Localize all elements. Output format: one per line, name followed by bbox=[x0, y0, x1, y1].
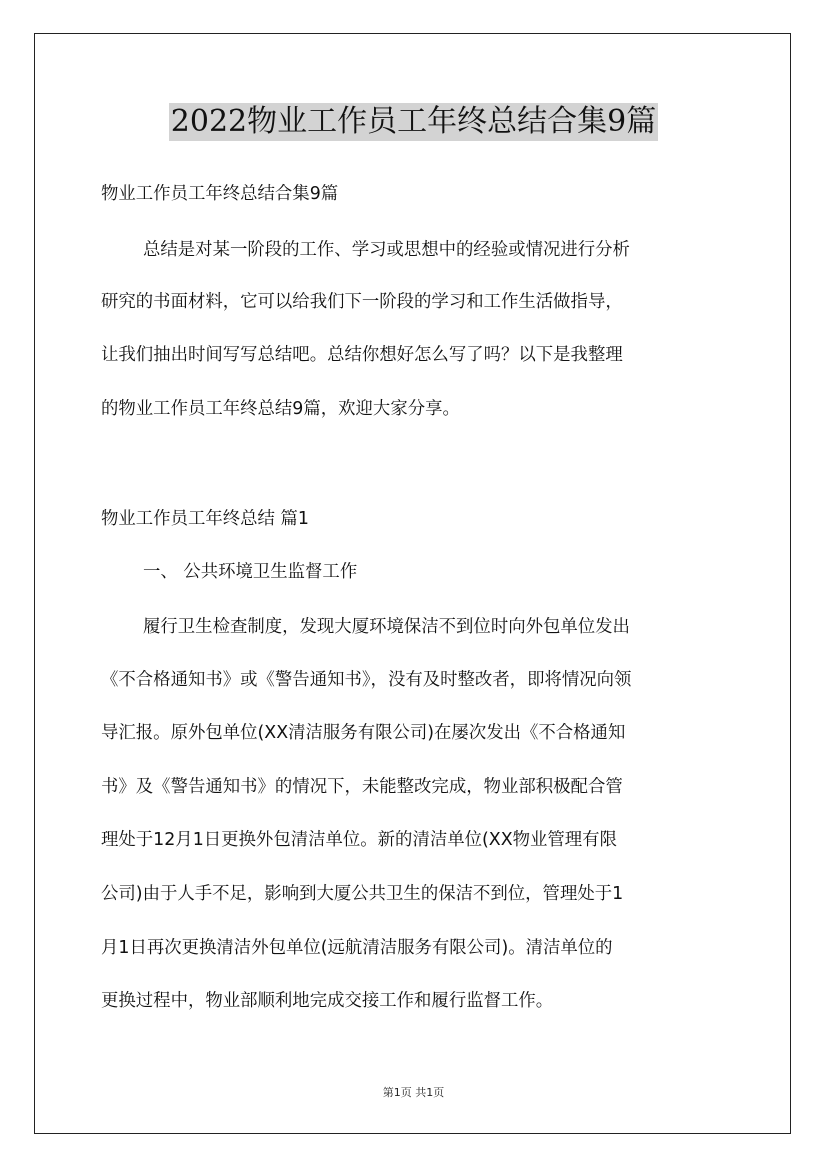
paragraph-line-4: 书》及《警告通知书》的情况下，未能整改完成，物业部积极配合管 bbox=[101, 777, 623, 797]
subsection-heading: 一、 公共环境卫生监督工作 bbox=[143, 562, 358, 582]
paragraph-line-7: 月1日再次更换清洁外包单位(远航清洁服务有限公司)。清洁单位的 bbox=[101, 938, 613, 958]
intro-line-3: 让我们抽出时间写写总结吧。总结你想好怎么写了吗？以下是我整理 bbox=[101, 345, 623, 365]
document-subtitle: 物业工作员工年终总结合集9篇 bbox=[101, 184, 339, 204]
intro-line-1: 总结是对某一阶段的工作、学习或思想中的经验或情况进行分析 bbox=[143, 240, 630, 260]
paragraph-line-6: 公司)由于人手不足，影响到大厦公共卫生的保洁不到位，管理处于1 bbox=[101, 884, 624, 904]
intro-line-2: 研究的书面材料，它可以给我们下一阶段的学习和工作生活做指导， bbox=[101, 292, 623, 312]
document-title bbox=[0, 103, 827, 141]
paragraph-line-2: 《不合格通知书》或《警告通知书》，没有及时整改者，即将情况向领 bbox=[101, 670, 632, 690]
section-heading: 物业工作员工年终总结 篇1 bbox=[101, 509, 309, 529]
paragraph-line-1: 履行卫生检查制度，发现大厦环境保洁不到位时向外包单位发出 bbox=[143, 617, 630, 637]
intro-line-4: 的物业工作员工年终总结9篇，欢迎大家分享。 bbox=[101, 399, 460, 419]
paragraph-line-3: 导汇报。原外包单位(XX清洁服务有限公司)在屡次发出《不合格通知 bbox=[101, 723, 626, 743]
paragraph-line-8: 更换过程中，物业部顺利地完成交接工作和履行监督工作。 bbox=[101, 991, 554, 1011]
page-footer: 第1页 共1页 bbox=[382, 1086, 445, 1099]
paragraph-line-5: 理处于12月1日更换外包清洁单位。新的清洁单位(XX物业管理有限 bbox=[101, 830, 617, 850]
document-title-text: 2022物业工作员工年终总结合集9篇 bbox=[170, 104, 657, 139]
